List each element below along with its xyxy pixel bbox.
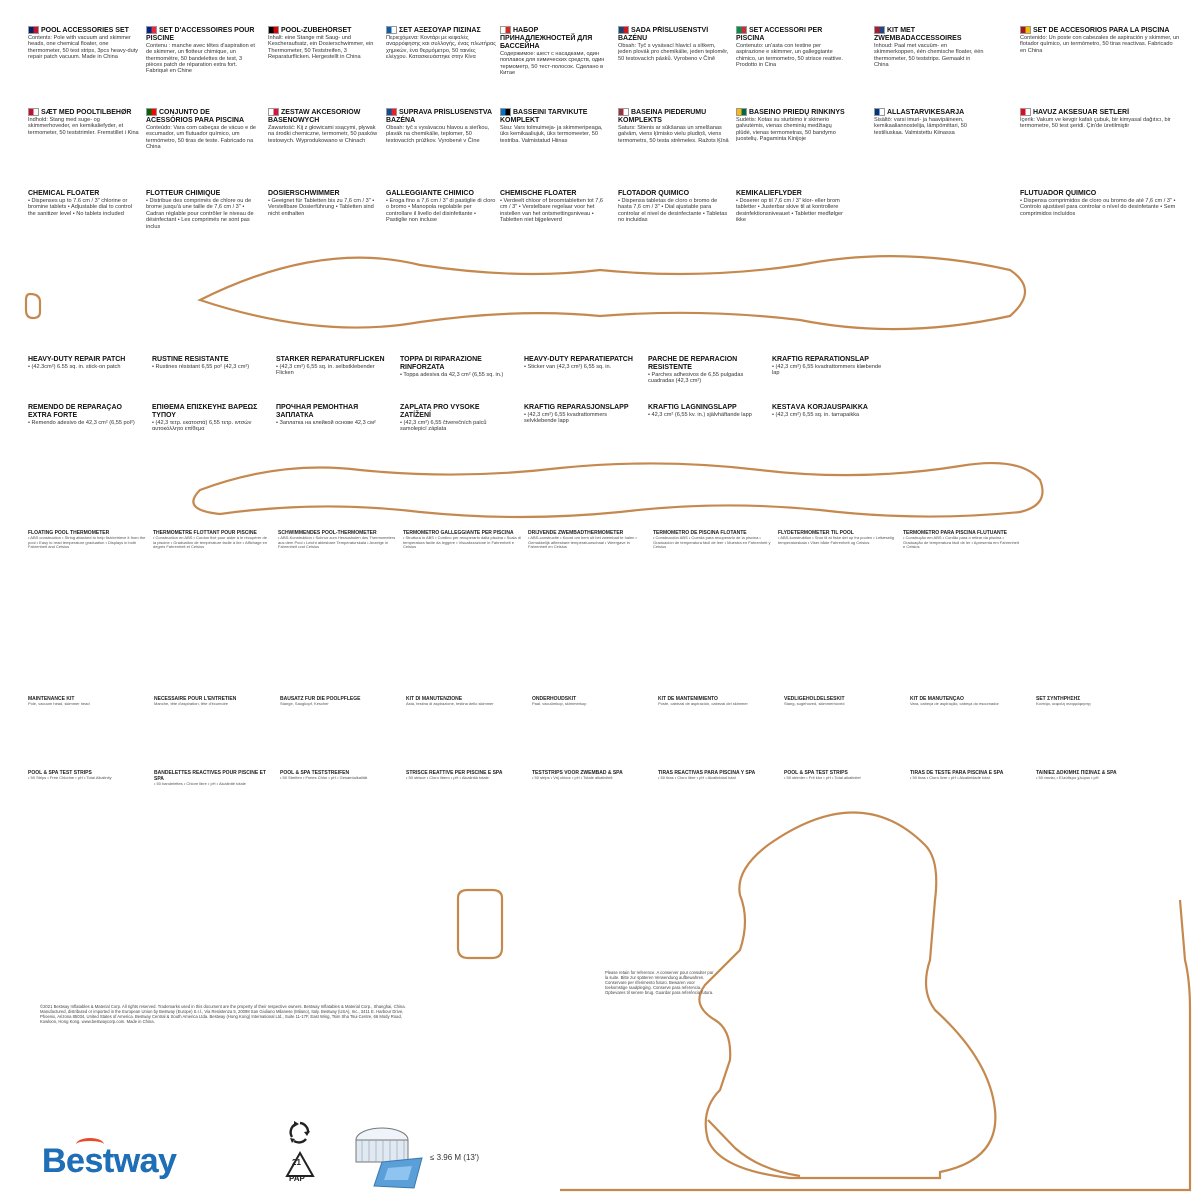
block-text: Sisu: Vars tolmuimeja- ja skimmeripeaga, üks kemikaaliujuk, üks termomeeter, 50 testriba. Valmistatud Hiinas [500,124,603,144]
language-block [28,404,138,456]
language-block [532,770,650,970]
block-text: Stang, sugehoved, skimmerhoved [784,701,845,706]
language-block [154,696,272,756]
block-heading: ΕΠΙΘΕΜΑ ΕΠΙΣΚΕΥΗΣ ΒΑΡΕΩΣ ΤΥΠΟΥ [152,404,258,419]
block-text: • Verdeelt chloor of broomtabletten tot 7,6 cm / 3" • Verstelbare regelaar voor het instellen van het ontsmettingsniveau • Tabletten niet bijgeleverd [500,198,604,224]
flag-icon [386,108,397,116]
language-block [146,108,258,188]
block-text: • (42,3 cm²) 6,55 sq. in. tarrapaikka [772,412,860,418]
language-block [910,770,1028,830]
block-text: • 50 strips • Vrij chloor • pH • Totale alkaliniteit [532,775,613,780]
block-text: • Doserer op til 7,6 cm / 3" klor- eller brom tabletter • Justerbar skive til at kontrollere desinfektionsniveauet • Tabletter medfølger ikke [736,198,843,224]
language-block [28,190,140,282]
flag-icon [268,108,279,116]
language-block [400,404,510,456]
block-heading: STRISCE REATTIVE PER PISCINE E SPA [406,770,503,776]
block-text: Sisältö: varsi imuri- ja haavipäineen, kemikaaliannostelija, lämpömittari, 50 testiliuskaa. Valmistettu Kiinassa [874,116,967,136]
block-heading: POOL-ZUBEHÖRSET [281,26,352,34]
block-heading: BASEINA PIEDERUMU KOMPLEKTS [618,108,707,124]
flag-icon [618,108,629,116]
block-heading: DRIJVENDE ZWEMBADTHERMOMETER [528,530,624,536]
block-text: • 50 tiras • Cloro libre • pH • Alcalinidad total [658,775,736,780]
language-block [500,108,612,188]
block-text: Vara, cabeça de aspiração, cabeça do escumador [910,701,999,706]
block-heading: FLYDETERMOMETER TIL POOL [778,530,854,536]
language-block [648,356,758,400]
block-text: • Dispensa comprimidos de cloro ou bromo de até 7,6 cm / 3" • Controlo ajustável para controlar o nível do desinfetante • Sem comprimidos incluídos [1020,198,1176,217]
language-block [280,770,398,970]
bestway-logo: Bestway [42,1142,177,1180]
block-heading: KIT DI MANUTENZIONE [406,696,463,702]
block-heading: SET D'ACCESSOIRES POUR PISCINE [146,26,255,42]
language-block [618,108,730,188]
block-heading: POOL & SPA TEST STRIPS [28,770,92,776]
block-text: Pole, vacuum head, skimmer head [28,701,90,706]
block-heading: CONJUNTO DE ACESSÓRIOS PARA PISCINA [146,108,245,124]
block-text: • Remendo adesivo de 42,3 cm² (6,55 pol²) [28,420,135,426]
block-heading: POOL ACCESSORIES SET [41,26,129,34]
pap-code: PAP [289,1174,305,1183]
block-heading: POOL & SPA TESTSTREIFEN [280,770,350,776]
block-heading: PARCHE DE REPARACIÓN RESISTENTE [648,356,738,371]
block-text: • ABS-constructie • Koord om hem uit het zwembad te halen • Gemakkelijk afleesbare temperatuurschaal • Weergave in Fahrenheit en Celsius [528,535,637,550]
language-block [532,696,650,756]
language-block [1020,26,1180,106]
block-text: • (42,3 cm²) 6,55 kvadrattommers klæbende lap [772,364,882,377]
language-block [500,26,612,106]
block-heading: ΤΑΙΝΙΕΣ ΔΟΚΙΜΗΣ ΠΙΣΙΝΑΣ & SPA [1036,770,1117,776]
block-heading: KIT MET ZWEMBADACCESSOIRES [874,26,962,42]
language-block [152,404,262,456]
language-block [653,530,771,660]
copyright-notice: ©2021 Bestway Inflatables & Material Corp. All rights reserved. Trademarks used in this document are the property of their respective owners. Bestway Inflatables & Material Corp., Shanghai, China. Manufactured, distributed or imported in the European Union by Bestway (Europe) S.r.l., Via Resistenza 5, 20098 San Giuliano Milanese (Milano), Italy. Bestway (USA), Inc., 3411 E. Harbour Drive, Phoenix, Arizona 85034, United States of America. Bestway Central & South America Ltda. Bestway (Hong Kong) International Ltd., Suite 11-17F, East Wing, Tsim Sha Tsui Centre, 66 Mody Road, Kowloon, Hong Kong. www.bestwaycorp.com. Made in China. [40,1004,406,1025]
language-block [736,190,848,282]
language-block [903,530,1021,660]
block-text: Inhalt: eine Stange mit Saug- und Kescheraufsatz, ein Dosierschwimmer, ein Thermometer, 50 Teststreifen, 3 Reparaturflicken. Hergestellt in China [268,34,374,61]
block-text: • 50 ταινίες • Ελεύθερο χλώριο • pH [1036,775,1099,780]
block-heading: TERMÓMETRO PARA PISCINA FLUTUANTE [903,530,1007,536]
language-block [400,356,510,400]
flag-icon [874,108,885,116]
language-block [772,404,882,456]
language-block [28,770,146,970]
block-text: Stange, Saugkopf, Kescher [280,701,329,706]
block-heading: SADA PŘÍSLUŠENSTVÍ BAZÉNU [618,26,709,42]
flag-icon [736,108,747,116]
block-text: • 50 Streifen • Freies Chlor • pH • Gesamtalkalität [280,775,368,780]
block-text: Contenuto: un'asta con testine per aspirazione e skimmer, un galleggiante chimico, un termometro, 50 strisce reattive. Prodotto in Cina [736,42,843,69]
block-text: • Dispensa tabletas de cloro o bromo de hasta 7,6 cm / 3" • Dial ajustable para controlar el nivel de desinfectante • Tabletas no incluidas [618,198,728,224]
block-heading: POOL & SPA TEST STRIPS [784,770,848,776]
block-text: • (42.3cm²) 6.55 sq. in. stick-on patch [28,364,121,370]
block-heading: CHEMISCHE FLOATER [500,190,577,197]
block-text: • 50 bandelettes • Chlore libre • pH • Alcalinité totale [154,781,246,786]
language-block [1020,108,1180,188]
block-heading: KRAFTIG LAGNINGSLAPP [648,404,737,411]
block-text: • ABS-konstruktion • Snor til at fiske det op fra poolen • Letlæselig temperaturskala • Viser både Fahrenheit og Celsius [778,535,895,545]
flag-icon [28,108,39,116]
block-heading: THERMOMÈTRE FLOTTANT POUR PISCINE [153,530,257,536]
block-text: • Construcción ABS • Cuerda para recuperarlo de la piscina • Graduación de temperatura fácil de leer • Muestra en Fahrenheit y Celsius [653,535,771,550]
flag-icon [1020,108,1031,116]
block-text: • Sticker van (42,3 cm²) 6,55 sq. in. [524,364,612,370]
block-heading: FLOATING POOL THERMOMETER [28,530,110,536]
block-text: Κοντάρι, κεφαλή αναρρόφησης [1036,701,1091,706]
block-heading: HEAVY-DUTY REPARATIEPATCH [524,356,633,363]
pool-size-label: ≤ 3.96 M (13') [430,1153,480,1162]
block-heading: GALLEGGIANTE CHIMICO [386,190,474,197]
language-block [500,190,612,282]
block-text: Contenu : manche avec têtes d'aspiration et de skimmer, un flotteur chimique, un thermomètre, 50 bandelettes de test, 3 pièces patch de réparation extra fort. Fabriqué en Chine [146,42,255,75]
flag-icon [146,26,157,34]
flag-icon [618,26,629,34]
language-block [778,530,896,660]
language-block [154,770,272,970]
language-block [910,696,1028,756]
pool-illustration-icon [352,1118,424,1190]
block-text: • Struttura in ABS • Cordino per recuperarlo dalla piscina • Scala di temperatura facile da leggere • Visualizzazione in Fahrenheit e Celsius [403,535,521,550]
block-heading: RUSTINE RÉSISTANTE [152,356,229,363]
block-heading: SÚPRAVA PRÍSLUŠENSTVA BAZÉNA [386,108,492,124]
block-text: • Geeignet für Tabletten bis zu 7,6 cm / 3" • Verstellbare Dosierführung • Tabletten sind nicht enthalten [268,198,375,217]
language-block [618,26,730,106]
language-block [618,190,730,282]
block-heading: ALLASTARVIKESARJA [887,108,965,116]
language-block [276,356,386,400]
block-text: Zawartość: Kij z głowicami ssącymi, pływak na środki chemiczne, termometr, 50 pasków testowych. Wyprodukowano w Chinach [268,124,378,144]
block-heading: NÉCESSAIRE POUR L'ENTRETIEN [154,696,237,702]
language-block [146,190,258,282]
block-heading: FLOTADOR QUÍMICO [618,190,690,197]
block-heading: SET DE ACCESORIOS PARA LA PISCINA [1033,26,1170,34]
language-block [1036,696,1154,756]
block-heading: HEAVY-DUTY REPAIR PATCH [28,356,126,363]
block-text: • Dispenses up to 7.6 cm / 3" chlorine or bromine tablets • Adjustable dial to control the sanitizer level • No tablets included [28,198,132,217]
block-text: • Заплатка на клейкой основе 42,3 см² [276,420,376,426]
block-heading: TOPPA DI RIPARAZIONE RINFORZATA [400,356,482,371]
block-text: • 50 tiras • Cloro livre • pH • Alcalinidade total [910,775,990,780]
block-heading: НАБОР ПРИНАДЛЕЖНОСТЕЙ ДЛЯ БАССЕЙНА [500,26,593,50]
block-heading: REMENDO DE REPARAÇÃO EXTRA FORTE [28,404,122,419]
language-block [268,108,380,188]
language-block [28,696,146,756]
block-text: • Toppa adesiva da 42,3 cm² (6,55 sq. in.) [400,372,504,378]
language-block [153,530,271,660]
block-text: İçerik: Vakum ve kevgir kafalı çubuk, bir kimyasal dağıtıcı, bir termometre, 50 test şeridi. Çin'de üretilmiştir [1020,116,1171,130]
block-heading: ZESTAW AKCESORIÓW BASENOWYCH [268,108,361,124]
block-heading: KRAFTIG REPARATIONSLAP [772,356,869,363]
language-block [386,26,498,106]
block-heading: KIT DE MANUTENÇÃO [910,696,964,702]
language-block [658,770,776,830]
block-text: Περιεχόμενα: Κοντάρι με κεφαλές αναρρόφησης και συλλογής, ένας πλωτήρας χημικών, ένα θερμόμετρο, 50 ταινίες ελέγχου. Κατασκευάστηκε στην Κίνα [386,34,496,61]
block-heading: MAINTENANCE KIT [28,696,75,702]
flag-icon [268,26,279,34]
language-block [268,190,380,282]
block-heading: SET ACCESSORI PER PISCINA [736,26,823,42]
block-heading: ZÁPLATA PRO VYSOKÉ ZATÍŽENÍ [400,404,480,419]
flag-icon [1020,26,1031,34]
block-text: • Construction en ABS • Cordon fixé pour aider à le récupérer de la piscine • Graduation de température facile à lire • Affichage en degrés Fahrenheit et Celsius [153,535,268,550]
block-heading: BASSEINI TARVIKUTE KOMPLEKT [500,108,588,124]
pap-number: 21 [292,1158,301,1167]
block-heading: SCHWIMMENDES POOL-THERMOMETER [278,530,377,536]
language-block [386,108,498,188]
flag-icon [146,108,157,116]
block-text: • Parches adhesivos de 6,55 pulgadas cuadradas (42,3 cm²) [648,372,744,385]
language-block [528,530,646,660]
language-block [403,530,521,660]
block-text: Obsah: tyč s vysávacou hlavou a sieťkou, plavák na chemikálie, teplomer, 50 testovacích prúžkov. Vyrobené v Číne [386,124,490,144]
block-heading: FLOTTEUR CHIMIQUE [146,190,221,197]
language-block [1020,190,1180,282]
block-text: • (42,3 cm²) 6,55 sq. in. selbstklebender Flicken [276,364,375,377]
block-text: Paal, vacuümkop, skimmerkop [532,701,587,706]
language-block [658,696,776,756]
language-block [772,356,882,400]
block-heading: FLUTUADOR QUÍMICO [1020,190,1097,197]
language-block [268,26,380,106]
block-text: • Distribue des comprimés de chlore ou de brome jusqu'à une taille de 7,6 cm / 3" • Cadran réglable pour contrôler le niveau de désinfectant • Les comprimés ne sont pas inclus [146,198,254,230]
block-text: • (42,3 cm²) 6,55 kvadrattommers selvklebende lapp [524,412,608,425]
block-text: Contenido: Un poste con cabezales de aspiración y skimmer, un flotador químico, un termómetro, 50 tiras reactivas. Fabricado en China [1020,34,1180,54]
language-block [280,696,398,756]
language-block [874,26,986,106]
block-heading: SET ΣΥΝΤΗΡΗΣΗΣ [1036,696,1081,702]
block-text: Conteúdo: Vara com cabeças de vácuo e de escumador, um flutuador químico, um termómetro, 50 tiras de teste. Fabricado na China [146,124,256,151]
block-heading: TIRAS REACTIVAS PARA PISCINA Y SPA [658,770,756,776]
block-text: Obsah: Tyč s vysávací hlavicí a sítkem, jeden plovák pro chemikálie, jeden teploměr, 50 testovacích pásků. Vyrobeno v Číně [618,42,729,62]
block-text: • Construção em ABS • Cordão para o retirar da piscina • Graduação de temperatura fácil de ler • Apresenta em Fahrenheit e Celsius [903,535,1019,550]
block-heading: BASEINO PRIEDŲ RINKINYS [749,108,845,116]
block-heading: HAVUZ AKSESUAR SETLERİ [1033,108,1130,116]
language-block [386,190,498,282]
language-block [524,404,634,456]
block-text: Indhold: Stang med suge- og skimmerhoveder, en kemikaliefyder, et termometer, 50 teststrimler. Fremstillet i Kina [28,116,139,136]
language-block [152,356,262,400]
language-block [1036,770,1154,830]
language-block [784,696,902,756]
language-block [648,404,758,456]
block-heading: BANDELETTES RÉACTIVES POUR PISCINE ET SPA [154,770,266,782]
block-heading: ПРОЧНАЯ РЕМОНТНАЯ ЗАПЛАТКА [276,404,359,419]
retain-notice: Please retain for reference. A conserver pour consulter par la suite. Bitte zur späteren Verwendung aufbewahren. Conservare per riferimento futuro. Bewaren voor toekomstige raadpleging. Conserve para referencia. Opbevares til senere brug. Guardar para referência futura. [605,970,714,995]
language-block [278,530,396,660]
block-text: • ABS construction • String attached to help fish/retrieve it from the pool • Easy to read temperature graduation • Displays in both Fahrenheit and Celsius [28,535,146,550]
language-block [406,696,524,756]
language-block [524,356,634,400]
language-block [406,770,524,970]
block-text: Inhoud: Paal met vacuüm- en skimmerkoppen, één chemische floater, één thermometer, 50 teststrips. Gemaakt in China [874,42,984,69]
block-heading: TERMÓMETRO DE PISCINA FLOTANTE [653,530,747,536]
block-text: Manche, tête d'aspiration, tête d'écumoire [154,701,229,706]
language-block [874,108,986,188]
block-text: • 50 Strips • Free Chlorine • pH • Total Alkalinity [28,775,112,780]
block-heading: SÆT MED POOLTILBEHØR [41,108,132,116]
block-text: • (42,3 cm²) 6,55 čtverečních palců samolepicí záplata [400,420,487,433]
block-heading: KESTÄVÄ KORJAUSPAIKKA [772,404,868,411]
flag-icon [28,26,39,34]
block-heading: TESTSTRIPS VOOR ZWEMBAD & SPA [532,770,623,776]
block-text: • 42,3 cm² (6,55 kv. in.) självhäftande lapp [648,412,752,418]
block-text: • 50 strisce • Cloro libero • pH • Alcalinità totale [406,775,489,780]
language-block [28,530,146,660]
block-heading: TIRAS DE TESTE PARA PISCINA E SPA [910,770,1004,776]
flag-icon [500,108,511,116]
block-text: Saturs: Stienis ar sūkšanas un smelšanas galvām, viens ķīmisko vielu pludiņš, viens termometrs, 50 testa strēmeles. Ražots Ķīnā [618,124,729,144]
block-heading: CHEMICAL FLOATER [28,190,100,197]
block-text: Poste, cabezal de aspiración, cabezal del skimmer [658,701,748,706]
block-text: Contents: Pole with vacuum and skimmer heads, one chemical floater, one thermometer, 50 test strips, 3pcs heavy-duty repair patch vacuum. Made in China [28,34,139,61]
language-block [28,108,140,188]
block-text: • Rustines résistant 6,55 po² (42,3 cm²) [152,364,250,370]
block-heading: TERMOMETRO GALLEGGIANTE PER PISCINA [403,530,514,536]
block-heading: ΣΕΤ ΑΞΕΣΟΥΑΡ ΠΙΣΙΝΑΣ [399,26,481,34]
block-text: • Eroga fino a 7,6 cm / 3" di pastiglie di cloro o bromo • Manopola regolabile per controllare il livello del disinfettante • Pastiglie non incluse [386,198,496,224]
block-text: • (42,3 τετρ. εκατοστά) 6,55 τετρ. ιντσών αυτοκόλλητο επίθεμα [152,420,252,433]
block-heading: KRAFTIG REPARASJONSLAPP [524,404,629,411]
block-heading: VEDLIGEHOLDELSESKIT [784,696,845,702]
block-text: Sudėtis: Kotas su siurbimo ir skimerio galvutėmis, vienas cheminių medžiagų plūdė, vienas termometras, 50 bandymo juostelių. Pagaminta Kinijoje [736,116,836,143]
flag-icon [500,26,511,34]
language-block [28,356,138,400]
block-heading: KEMIKALIEFLYDER [736,190,802,197]
recycle-icon [282,1115,316,1149]
block-text: • 50 strimler • Frit klor • pH • Total alkalinitet [784,775,861,780]
flag-icon [874,26,885,34]
block-text: • ABS-Konstruktion • Schnur zum Herausholen des Thermometers aus dem Pool • Leicht ablesbare Temperaturskala • Anzeige in Fahrenheit und Celsius [278,535,396,550]
block-heading: KIT DE MANTENIMIENTO [658,696,718,702]
language-block [736,108,848,188]
language-block [28,26,140,106]
flag-icon [386,26,397,34]
block-heading: DOSIERSCHWIMMER [268,190,340,197]
language-block [784,770,902,830]
block-text: Asta, testina di aspirazione, testina dello skimmer [406,701,494,706]
language-block [736,26,848,106]
block-heading: ONDERHOUDSKIT [532,696,577,702]
flag-icon [736,26,747,34]
language-block [146,26,258,106]
block-text: Содержимое: шест с насадками, один поплавок для химических средств, один термометр, 50 тест-полосок. Сделано в Китае [500,50,605,77]
block-heading: STARKER REPARATURFLICKEN [276,356,385,363]
language-block [276,404,386,456]
block-heading: BAUSATZ FÜR DIE POOLPFLEGE [280,696,361,702]
